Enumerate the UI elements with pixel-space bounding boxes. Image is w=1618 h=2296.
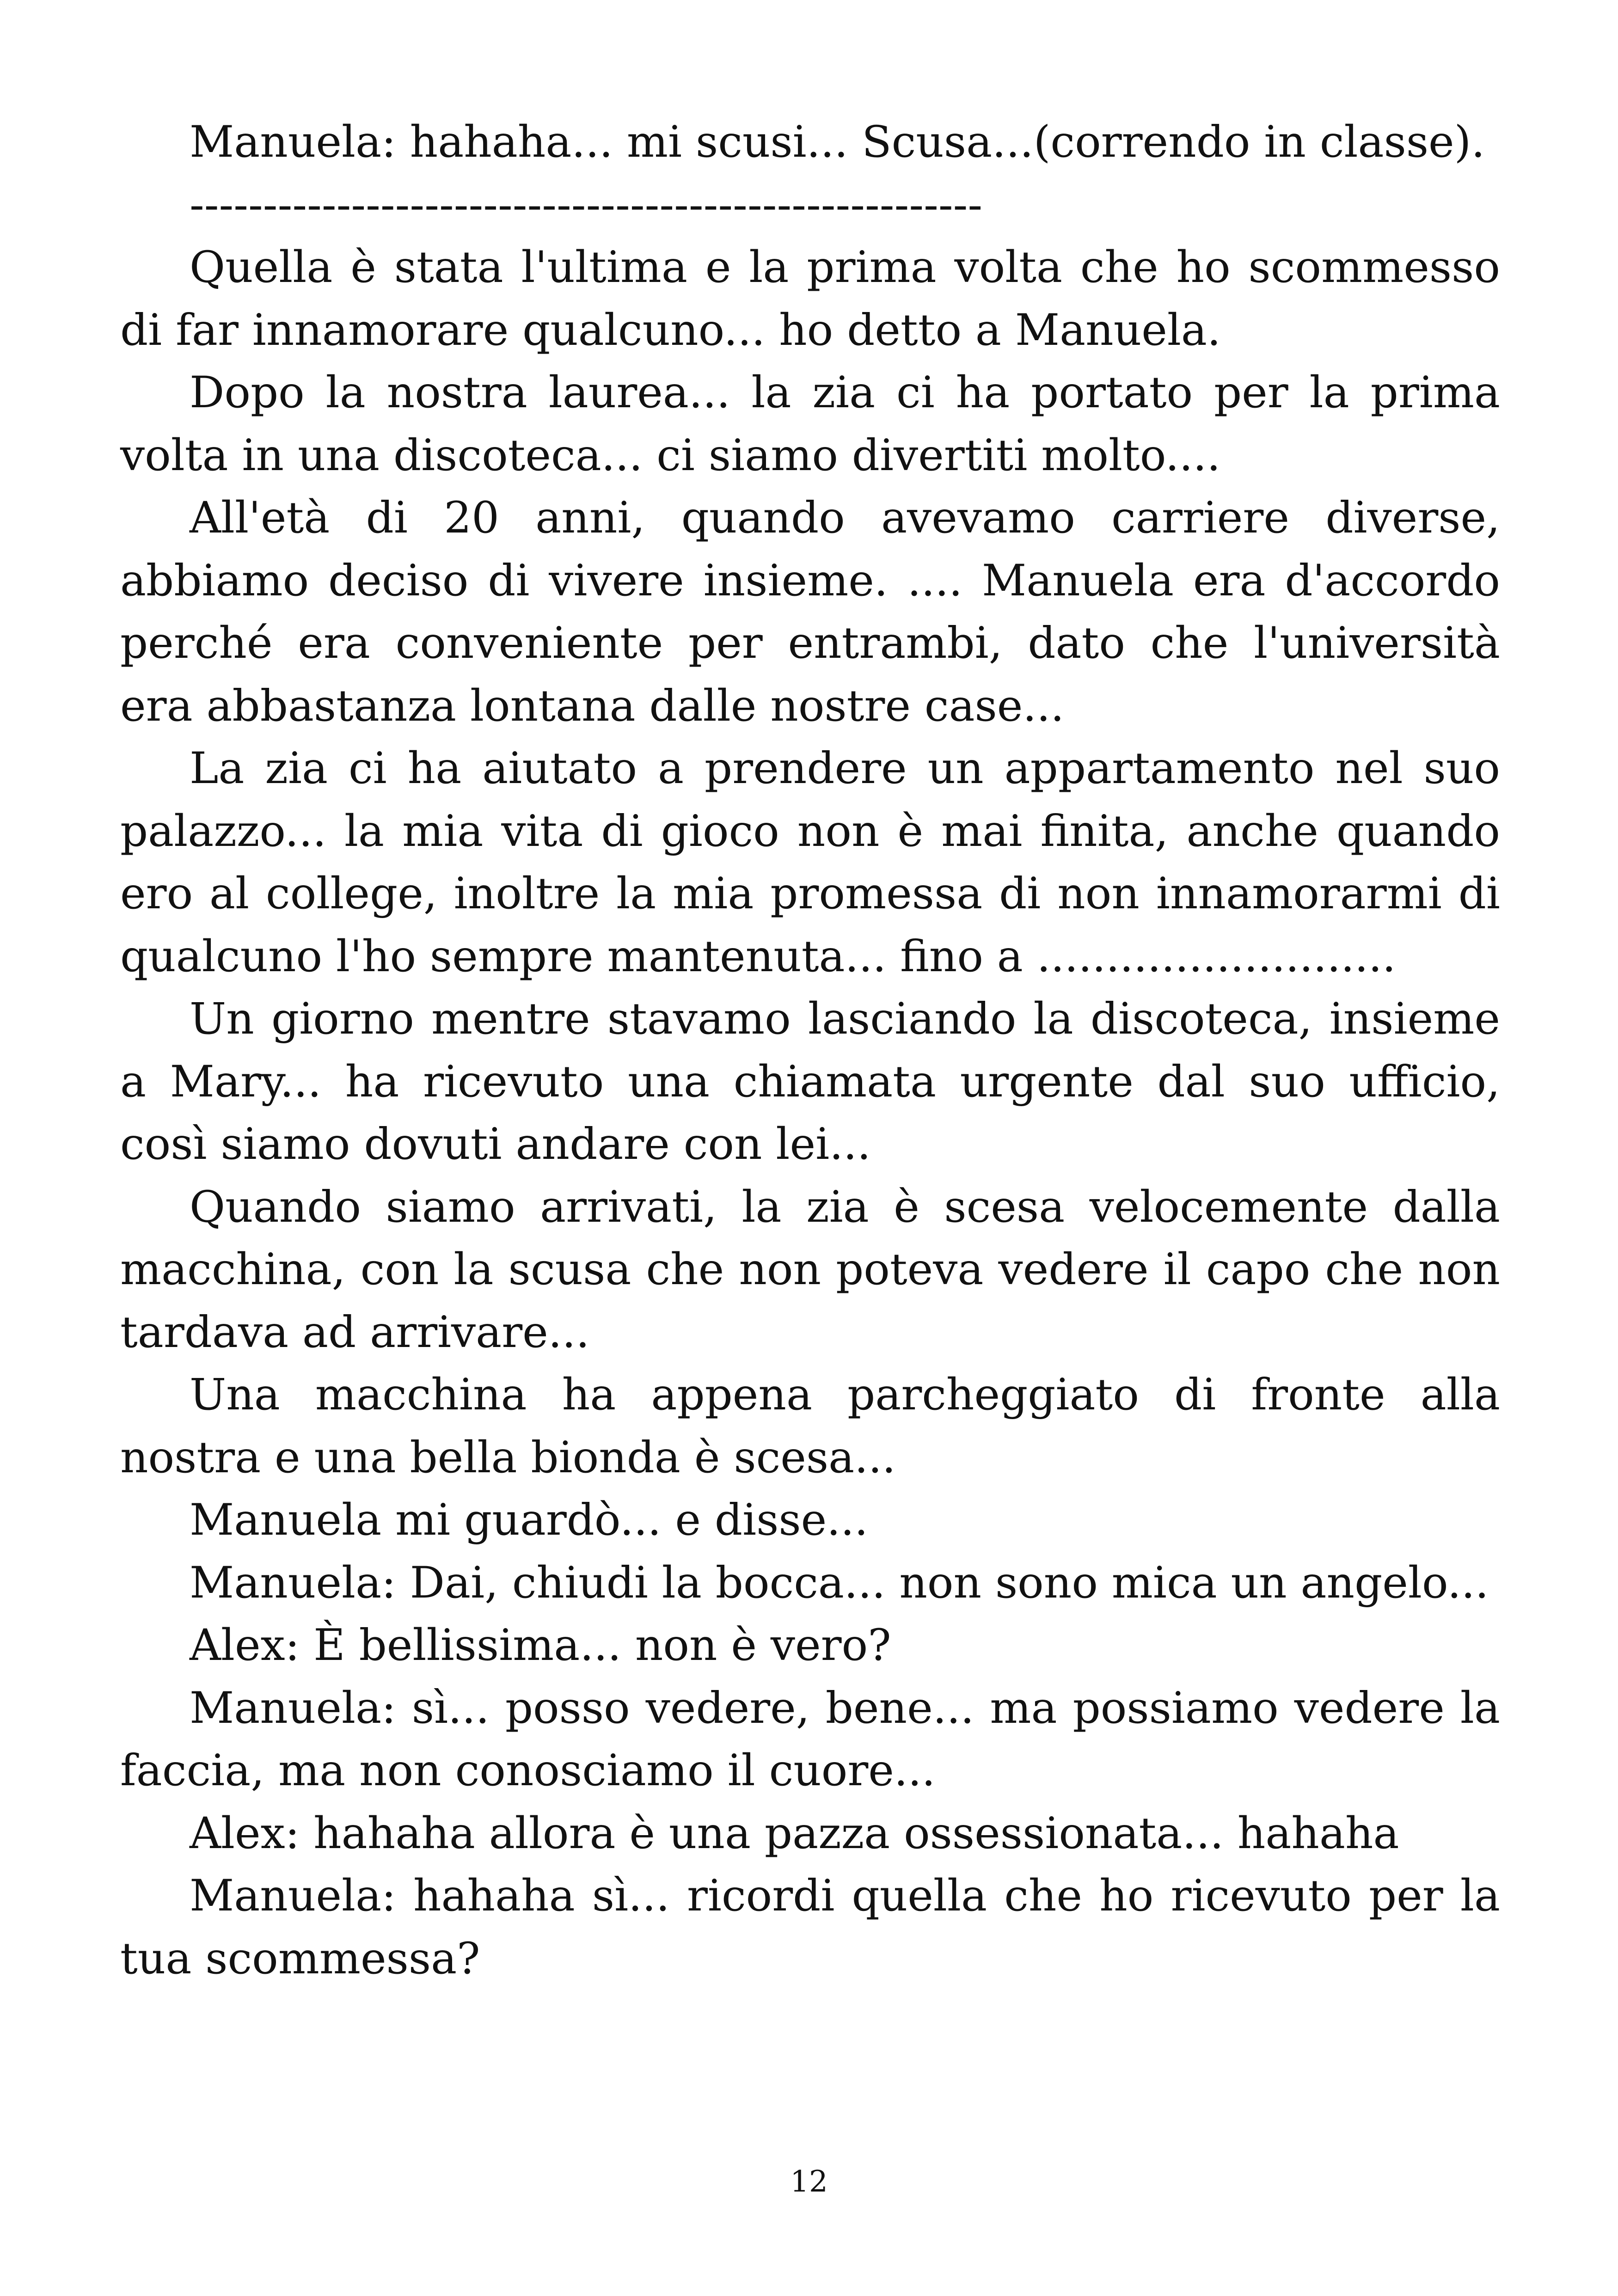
- scene-separator: ------------------------------------------------------: [190, 179, 983, 230]
- dialogue-manuela-mouth: Manuela: Dai, chiudi la bocca... non sono mica un angelo...: [190, 1557, 1489, 1608]
- paragraph-blonde-arrives: Una macchina ha appena parcheggiato di fronte alla nostra e una bella bionda è scesa...: [120, 1370, 1500, 1483]
- paragraph-arrival: Quando siamo arrivati, la zia è scesa velocemente dalla macchina, con la scusa che non poteva vedere il capo che non tardava ad arrivare...: [120, 1182, 1500, 1358]
- paragraph-last-and-first-bet: Quella è stata l'ultima e la prima volta che ho scommesso di far innamorare qualcuno... ho detto a Manuela.: [120, 242, 1500, 355]
- paragraph-manuela-apology: Manuela: hahaha... mi scusi... Scusa...(correndo in classe).: [190, 117, 1485, 167]
- paragraph-apartment: La zia ci ha aiutato a prendere un appartamento nel suo palazzo... la mia vita di gioco non è mai finita, anche quando ero al college, inoltre la mia promessa di non innamorarmi di qualcuno l'ho sempre mantenuta... fino a ..........................: [120, 743, 1500, 982]
- paragraph-after-graduation: Dopo la nostra laurea... la zia ci ha portato per la prima volta in una discoteca... ci siamo divertiti molto....: [120, 367, 1500, 481]
- dialogue-alex-obsessed: Alex: hahaha allora è una pazza ossessionata... hahaha: [190, 1808, 1399, 1859]
- page-number: 12: [790, 2165, 828, 2199]
- paragraph-living-together: All'età di 20 anni, quando avevamo carriere diverse, abbiamo deciso di vivere insieme. .... Manuela era d'accordo perché era conveniente per entrambi, dato che l'università era abbastanza lontana dalle nostre case...: [120, 493, 1500, 731]
- page-body-text: [120, 111, 1500, 1990]
- dialogue-manuela-heart: Manuela: sì... posso vedere, bene... ma possiamo vedere la faccia, ma non conosciamo il cuore...: [120, 1683, 1500, 1796]
- paragraph-leaving-disco: Un giorno mentre stavamo lasciando la discoteca, insieme a Mary... ha ricevuto una chiamata urgente dal suo ufficio, così siamo dovuti andare con lei...: [120, 994, 1500, 1169]
- dialogue-manuela-bet: Manuela: hahaha sì... ricordi quella che ho ricevuto per la tua scommessa?: [120, 1871, 1500, 1984]
- paragraph-manuela-looks: Manuela mi guardò... e disse...: [190, 1495, 868, 1545]
- dialogue-alex-beautiful: Alex: È bellissima... non è vero?: [190, 1620, 891, 1671]
